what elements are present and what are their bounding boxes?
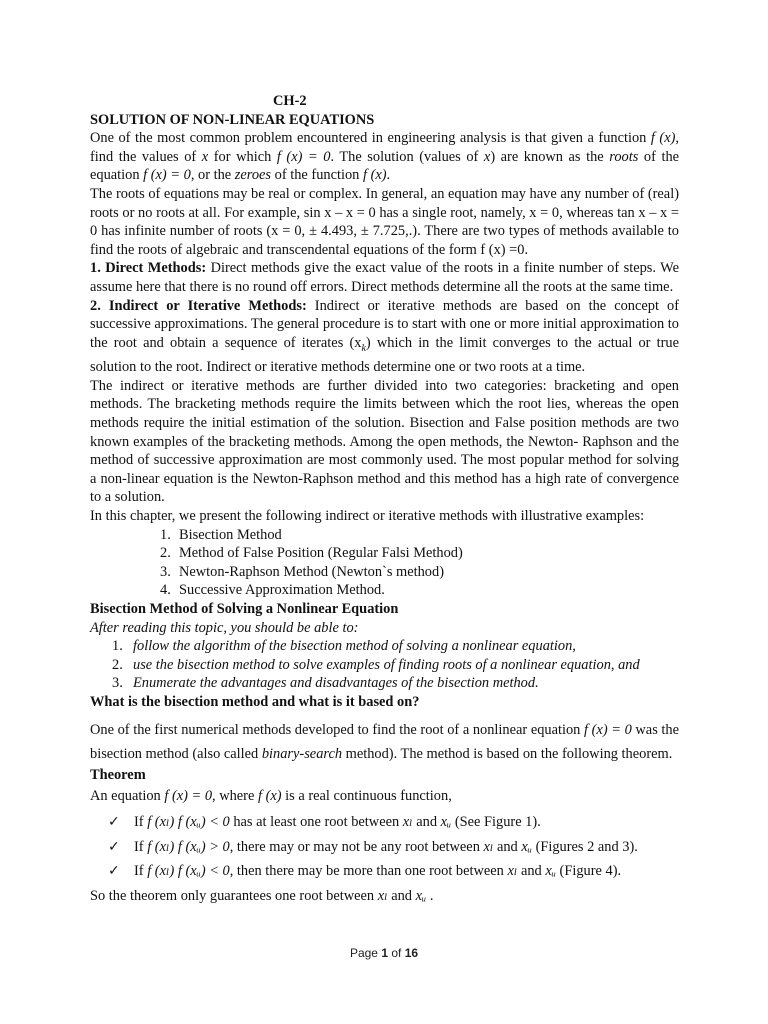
list-item: 3. Enumerate the advantages and disadvantages of the bisection method.	[112, 675, 539, 692]
indirect-methods-label: 2. Indirect or Iterative Methods:	[90, 297, 307, 314]
roots-paragraph: The roots of equations may be real or complex. In general, an equation may have any number of (real) roots or no roots at all. For example, sin x – x = 0 has a single root, namely, x = 0, whereas tan x – x = 0 has infinite number of roots (x = 0, ± 4.493, ± 7.725,.). There are two types of methods available to find the roots of algebraic and transcendental equations of the form f (x) =0.	[90, 185, 679, 258]
page-footer: Page 1 of 16	[349, 946, 419, 960]
theorem-statement: An equation f (x) = 0, where f (x) is a real continuous function,	[90, 788, 452, 805]
methods-list	[90, 526, 679, 600]
page-total: 16	[404, 946, 419, 960]
list-item: 3. Newton-Raphson Method (Newton`s method)	[160, 563, 444, 580]
objectives-intro: After reading this topic, you should be able to:	[90, 619, 359, 636]
objectives-list	[90, 637, 679, 693]
checkmark-icon: ✓	[108, 814, 120, 831]
page-title: SOLUTION OF NON-LINEAR EQUATIONS	[90, 111, 375, 128]
intro-paragraph: One of the most common problem encountered in engineering analysis is that given a function f (x), find the values of x for which f (x) = 0. The solution (values of x) are known as the roots of the equation f (x) = 0, or the zeroes of the function f (x).	[90, 130, 680, 184]
list-item: 2. use the bisection method to solve examples of finding roots of a nonlinear equation, and	[112, 656, 640, 673]
list-item: ✓ If f (xₗ) f (xᵤ) > 0, there may or may not be any root between xₗ and xᵤ (Figures 2 and 3).	[108, 838, 638, 855]
document-page	[90, 92, 679, 905]
theorem-conclusion: So the theorem only guarantees one root between xₗ and xᵤ .	[90, 887, 434, 904]
direct-methods-paragraph: 1. Direct Methods: Direct methods give the exact value of the roots in a finite number of steps. We assume here that there is no round off errors. Direct methods determine all the roots at the same time.	[90, 260, 679, 295]
bisection-heading: Bisection Method of Solving a Nonlinear Equation	[90, 600, 399, 617]
list-item: ✓ If f (xₗ) f (xᵤ) < 0, then there may be more than one root between xₗ and xᵤ (Figure 4).	[108, 863, 622, 880]
what-is-heading: What is the bisection method and what is it based on?	[90, 693, 420, 710]
list-item: 1. follow the algorithm of the bisection method of solving a nonlinear equation,	[112, 638, 576, 655]
chapter-label: CH-2	[273, 93, 307, 109]
categories-paragraph: The indirect or iterative methods are further divided into two categories: bracketing and open methods. The bracketing methods require the limits between which the root lies, whereas the open methods require the initial estimation of the solution. Bisection and False position methods are two known examples of the bracketing methods. Among the open methods, the Newton- Raphson and the method of successive approximation are most commonly used. The most popular method for solving a non-linear equation is the Newton-Raphson method and this method has a high rate of convergence to a solution.	[90, 377, 679, 506]
list-item: 2. Method of False Position (Regular Falsi Method)	[160, 545, 463, 562]
indirect-methods-paragraph: 2. Indirect or Iterative Methods: Indirect or iterative methods are based on the concept of successive approximations. The general procedure is to start with one or more initial approximation to the root and obtain a sequence of iterates $(x_k)$ which in the limit converges to the actual or true solution to the root. Indirect or iterative methods determine one or two roots at a time.	[90, 297, 680, 376]
list-item: ✓ If f (xₗ) f (xᵤ) < 0 has at least one root between xₗ and xᵤ (See Figure 1).	[108, 814, 541, 831]
theorem-heading: Theorem	[90, 767, 146, 784]
theorem-conditions	[90, 813, 679, 881]
checkmark-icon: ✓	[108, 838, 120, 855]
direct-methods-label: 1. Direct Methods:	[90, 260, 207, 277]
list-item: 4. Successive Approximation Method.	[160, 582, 385, 599]
page-number: 1	[381, 946, 388, 960]
checkmark-icon: ✓	[108, 863, 120, 880]
chapter-overview: In this chapter, we present the following indirect or iterative methods with illustrative examples:	[90, 507, 645, 524]
bisection-intro-paragraph: One of the first numerical methods developed to find the root of a nonlinear equation f (x) = 0 was the bisection method (also called binary-search method). The method is based on the following theorem.	[90, 722, 679, 763]
list-item: 1. Bisection Method	[160, 526, 282, 543]
